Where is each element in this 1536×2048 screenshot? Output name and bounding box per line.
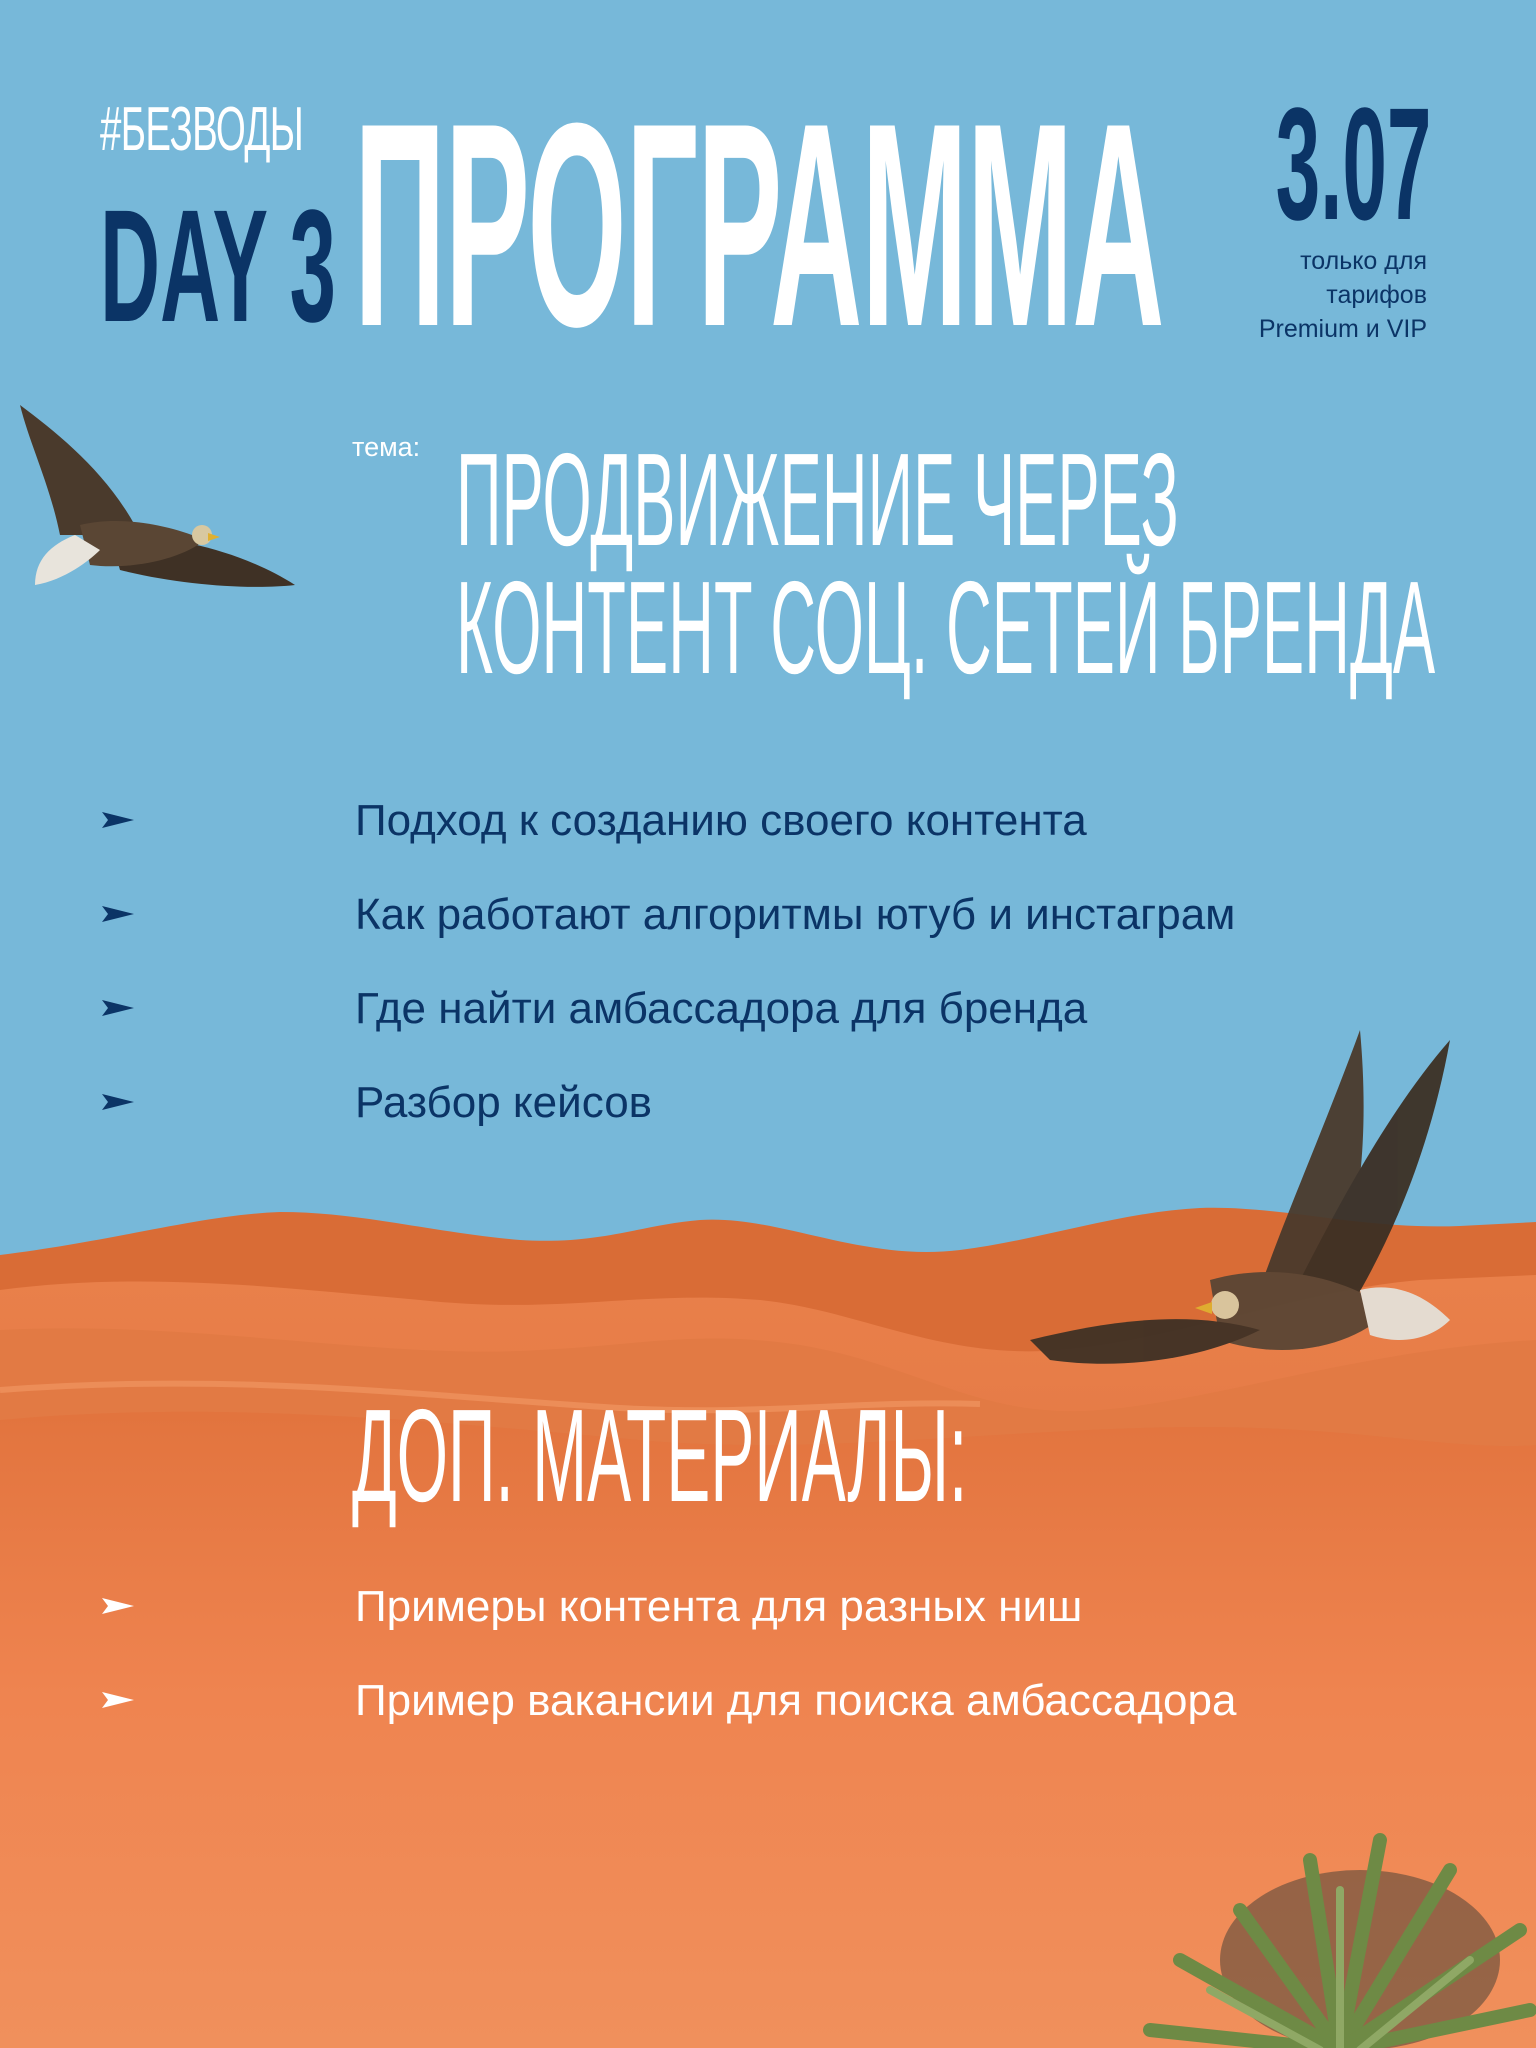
hashtag: #БЕЗВОДЫ [100, 95, 304, 164]
theme-title-line: КОНТЕНТ СОЦ. СЕТЕЙ БРЕНДА [456, 554, 1436, 701]
tariff-note-line: тарифов [1326, 281, 1427, 309]
list-item-text: Примеры контента для разных ниш [355, 1582, 1083, 1631]
arrow-right-icon [100, 808, 136, 832]
tariff-note-line: только для [1300, 247, 1427, 275]
page-title: ПРОГРАММА [354, 63, 1164, 387]
theme-title-line: ПРОДВИЖЕНИЕ ЧЕРЕЗ [456, 426, 1179, 573]
tariff-note-line: Premium и VIP [1258, 315, 1427, 343]
list-item-text: Разбор кейсов [355, 1078, 653, 1127]
list-item-text: Где найти амбассадора для бренда [355, 984, 1088, 1033]
event-date-text: 3.07 [1275, 74, 1431, 253]
theme-label: тема: [352, 432, 421, 462]
list-item-text: Как работают алгоритмы ютуб и инстаграм [355, 890, 1236, 939]
arrow-right-icon [100, 1594, 136, 1618]
extra-materials-title: ДОП. МАТЕРИАЛЫ: [352, 1382, 968, 1529]
arrow-right-icon [100, 996, 136, 1020]
list-item-text: Подход к созданию своего контента [355, 796, 1087, 845]
theme-title [456, 426, 1436, 701]
eagle-icon [20, 405, 295, 587]
tariff-note [1167, 244, 1427, 346]
list-item-text: Пример вакансии для поиска амбассадора [355, 1676, 1237, 1725]
arrow-right-icon [100, 1688, 136, 1712]
arrow-right-icon [100, 902, 136, 926]
event-date [1120, 74, 1431, 253]
day-number: DAY 3 [100, 176, 336, 355]
arrow-right-icon [100, 1090, 136, 1114]
